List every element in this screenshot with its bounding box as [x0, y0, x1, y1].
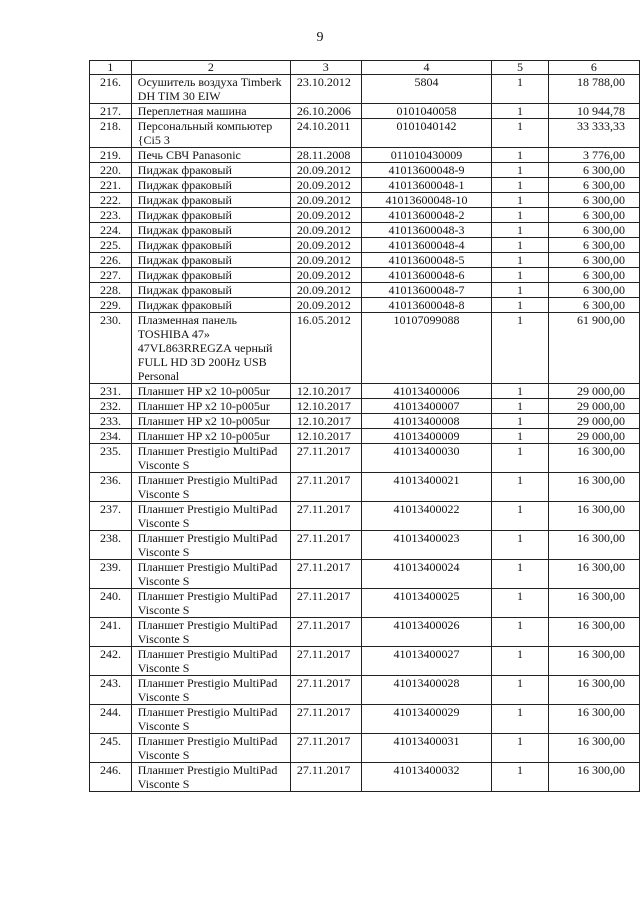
item-date: 27.11.2017: [290, 589, 361, 618]
item-name: Планшет Prestigio MultiPad Visconte S: [131, 589, 290, 618]
inventory-number: 41013400007: [361, 399, 492, 414]
item-amount: 16 300,00: [548, 705, 639, 734]
table-row: [90, 268, 640, 283]
item-quantity: 1: [492, 531, 549, 560]
item-quantity: 1: [492, 119, 549, 148]
row-number: 231.: [90, 384, 132, 399]
item-date: 27.11.2017: [290, 531, 361, 560]
item-date: 27.11.2017: [290, 734, 361, 763]
item-amount: 16 300,00: [548, 734, 639, 763]
row-number: 244.: [90, 705, 132, 734]
table-row: [90, 676, 640, 705]
table-row: [90, 384, 640, 399]
table-row: [90, 208, 640, 223]
item-amount: 6 300,00: [548, 238, 639, 253]
item-name: Планшет HP x2 10-p005ur: [131, 399, 290, 414]
row-number: 220.: [90, 163, 132, 178]
item-quantity: 1: [492, 298, 549, 313]
item-amount: 6 300,00: [548, 223, 639, 238]
inventory-number: 41013600048-9: [361, 163, 492, 178]
item-date: 27.11.2017: [290, 763, 361, 792]
row-number: 219.: [90, 148, 132, 163]
item-name: Пиджак фраковый: [131, 298, 290, 313]
item-amount: 16 300,00: [548, 589, 639, 618]
table-row: [90, 531, 640, 560]
item-quantity: 1: [492, 705, 549, 734]
item-quantity: 1: [492, 399, 549, 414]
item-amount: 6 300,00: [548, 178, 639, 193]
item-quantity: 1: [492, 283, 549, 298]
row-number: 235.: [90, 444, 132, 473]
item-name: Планшет Prestigio MultiPad Visconte S: [131, 473, 290, 502]
row-number: 241.: [90, 618, 132, 647]
table-header-row: [90, 61, 640, 75]
inventory-number: 41013400025: [361, 589, 492, 618]
inventory-number: 41013600048-8: [361, 298, 492, 313]
item-date: 20.09.2012: [290, 238, 361, 253]
item-quantity: 1: [492, 193, 549, 208]
item-date: 16.05.2012: [290, 313, 361, 384]
item-name: Пиджак фраковый: [131, 238, 290, 253]
item-name: Пиджак фраковый: [131, 253, 290, 268]
item-date: 12.10.2017: [290, 429, 361, 444]
column-header: 2: [131, 61, 290, 75]
item-name: Планшет Prestigio MultiPad Visconte S: [131, 502, 290, 531]
inventory-number: 41013400009: [361, 429, 492, 444]
item-date: 27.11.2017: [290, 705, 361, 734]
item-date: 20.09.2012: [290, 283, 361, 298]
item-amount: 16 300,00: [548, 502, 639, 531]
row-number: 217.: [90, 104, 132, 119]
table-row: [90, 705, 640, 734]
column-header: 6: [548, 61, 639, 75]
table-row: [90, 223, 640, 238]
row-number: 218.: [90, 119, 132, 148]
inventory-number: 41013400032: [361, 763, 492, 792]
table-row: [90, 148, 640, 163]
column-header: 4: [361, 61, 492, 75]
item-amount: 61 900,00: [548, 313, 639, 384]
item-name: Переплетная машина: [131, 104, 290, 119]
item-name: Пиджак фраковый: [131, 268, 290, 283]
item-quantity: 1: [492, 560, 549, 589]
row-number: 232.: [90, 399, 132, 414]
table-row: [90, 763, 640, 792]
table-row: [90, 298, 640, 313]
item-amount: 29 000,00: [548, 399, 639, 414]
row-number: 239.: [90, 560, 132, 589]
table-row: [90, 647, 640, 676]
item-date: 20.09.2012: [290, 178, 361, 193]
inventory-number: 41013600048-5: [361, 253, 492, 268]
item-date: 27.11.2017: [290, 502, 361, 531]
item-quantity: 1: [492, 763, 549, 792]
item-name: Осушитель воздуха Timberk DH TIM 30 EIW: [131, 75, 290, 104]
item-amount: 10 944,78: [548, 104, 639, 119]
item-name: Планшет Prestigio MultiPad Visconte S: [131, 531, 290, 560]
item-quantity: 1: [492, 384, 549, 399]
item-quantity: 1: [492, 676, 549, 705]
item-amount: 6 300,00: [548, 298, 639, 313]
inventory-number: 41013400006: [361, 384, 492, 399]
row-number: 221.: [90, 178, 132, 193]
item-date: 26.10.2006: [290, 104, 361, 119]
column-header: 3: [290, 61, 361, 75]
table-row: [90, 75, 640, 104]
item-amount: 16 300,00: [548, 618, 639, 647]
row-number: 238.: [90, 531, 132, 560]
inventory-table: [89, 60, 640, 792]
inventory-number: 0101040058: [361, 104, 492, 119]
item-date: 20.09.2012: [290, 253, 361, 268]
inventory-number: 41013600048-1: [361, 178, 492, 193]
item-quantity: 1: [492, 444, 549, 473]
row-number: 227.: [90, 268, 132, 283]
item-amount: 29 000,00: [548, 429, 639, 444]
table-row: [90, 193, 640, 208]
item-name: Плазменная панель TOSHIBA 47» 47VL863RREGZA черный FULL HD 3D 200Hz USB Personal: [131, 313, 290, 384]
table-row: [90, 502, 640, 531]
inventory-number: 0101040142: [361, 119, 492, 148]
table-row: [90, 444, 640, 473]
item-name: Пиджак фраковый: [131, 178, 290, 193]
item-quantity: 1: [492, 104, 549, 119]
inventory-number: 41013400023: [361, 531, 492, 560]
item-name: Пиджак фраковый: [131, 208, 290, 223]
item-quantity: 1: [492, 75, 549, 104]
item-amount: 16 300,00: [548, 473, 639, 502]
item-name: Пиджак фраковый: [131, 163, 290, 178]
item-amount: 16 300,00: [548, 676, 639, 705]
row-number: 222.: [90, 193, 132, 208]
item-amount: 6 300,00: [548, 283, 639, 298]
item-name: Персональный компьютер {Ci5 3: [131, 119, 290, 148]
row-number: 233.: [90, 414, 132, 429]
row-number: 236.: [90, 473, 132, 502]
item-quantity: 1: [492, 238, 549, 253]
row-number: 242.: [90, 647, 132, 676]
item-date: 27.11.2017: [290, 473, 361, 502]
inventory-number: 41013600048-10: [361, 193, 492, 208]
item-date: 27.11.2017: [290, 647, 361, 676]
item-amount: 16 300,00: [548, 444, 639, 473]
item-name: Планшет Prestigio MultiPad Visconte S: [131, 676, 290, 705]
table-row: [90, 399, 640, 414]
item-date: 28.11.2008: [290, 148, 361, 163]
table-row: [90, 104, 640, 119]
item-date: 20.09.2012: [290, 163, 361, 178]
item-name: Планшет Prestigio MultiPad Visconte S: [131, 647, 290, 676]
table-body: [90, 75, 640, 792]
table-row: [90, 283, 640, 298]
inventory-number: 41013400022: [361, 502, 492, 531]
row-number: 245.: [90, 734, 132, 763]
item-quantity: 1: [492, 208, 549, 223]
table-row: [90, 119, 640, 148]
inventory-number: 41013400024: [361, 560, 492, 589]
item-name: Планшет Prestigio MultiPad Visconte S: [131, 763, 290, 792]
item-quantity: 1: [492, 148, 549, 163]
row-number: 226.: [90, 253, 132, 268]
inventory-number: 41013400030: [361, 444, 492, 473]
table-row: [90, 178, 640, 193]
item-name: Планшет HP x2 10-p005ur: [131, 414, 290, 429]
item-quantity: 1: [492, 618, 549, 647]
row-number: 223.: [90, 208, 132, 223]
row-number: 229.: [90, 298, 132, 313]
item-amount: 6 300,00: [548, 268, 639, 283]
row-number: 237.: [90, 502, 132, 531]
inventory-number: 41013400026: [361, 618, 492, 647]
item-date: 20.09.2012: [290, 193, 361, 208]
inventory-number: 41013600048-4: [361, 238, 492, 253]
item-amount: 16 300,00: [548, 560, 639, 589]
inventory-number: 41013400029: [361, 705, 492, 734]
table-row: [90, 618, 640, 647]
table-row: [90, 253, 640, 268]
inventory-number: 41013400008: [361, 414, 492, 429]
row-number: 224.: [90, 223, 132, 238]
item-amount: 6 300,00: [548, 208, 639, 223]
item-name: Планшет Prestigio MultiPad Visconte S: [131, 705, 290, 734]
item-amount: 6 300,00: [548, 193, 639, 208]
item-date: 20.09.2012: [290, 208, 361, 223]
row-number: 225.: [90, 238, 132, 253]
item-name: Планшет Prestigio MultiPad Visconte S: [131, 444, 290, 473]
item-name: Пиджак фраковый: [131, 193, 290, 208]
item-date: 12.10.2017: [290, 384, 361, 399]
item-date: 23.10.2012: [290, 75, 361, 104]
item-quantity: 1: [492, 647, 549, 676]
item-name: Планшет Prestigio MultiPad Visconte S: [131, 618, 290, 647]
item-amount: 16 300,00: [548, 531, 639, 560]
item-amount: 16 300,00: [548, 763, 639, 792]
item-amount: 6 300,00: [548, 163, 639, 178]
row-number: 216.: [90, 75, 132, 104]
item-quantity: 1: [492, 268, 549, 283]
item-date: 12.10.2017: [290, 414, 361, 429]
item-quantity: 1: [492, 502, 549, 531]
item-quantity: 1: [492, 414, 549, 429]
item-name: Печь СВЧ Panasonic: [131, 148, 290, 163]
item-name: Планшет Prestigio MultiPad Visconte S: [131, 560, 290, 589]
item-name: Пиджак фраковый: [131, 223, 290, 238]
page-number: 9: [316, 30, 324, 45]
row-number: 246.: [90, 763, 132, 792]
item-amount: 29 000,00: [548, 414, 639, 429]
item-date: 20.09.2012: [290, 298, 361, 313]
column-header: 5: [492, 61, 549, 75]
inventory-number: 41013400021: [361, 473, 492, 502]
table-row: [90, 414, 640, 429]
item-date: 20.09.2012: [290, 223, 361, 238]
inventory-number: 41013600048-2: [361, 208, 492, 223]
table-row: [90, 560, 640, 589]
item-date: 20.09.2012: [290, 268, 361, 283]
inventory-number: 011010430009: [361, 148, 492, 163]
item-amount: 3 776,00: [548, 148, 639, 163]
item-quantity: 1: [492, 589, 549, 618]
table-row: [90, 313, 640, 384]
item-amount: 6 300,00: [548, 253, 639, 268]
row-number: 234.: [90, 429, 132, 444]
item-name: Пиджак фраковый: [131, 283, 290, 298]
column-header: 1: [90, 61, 132, 75]
item-name: Планшет HP x2 10-p005ur: [131, 429, 290, 444]
row-number: 228.: [90, 283, 132, 298]
table-row: [90, 734, 640, 763]
row-number: 243.: [90, 676, 132, 705]
item-quantity: 1: [492, 253, 549, 268]
row-number: 240.: [90, 589, 132, 618]
row-number: 230.: [90, 313, 132, 384]
item-date: 27.11.2017: [290, 444, 361, 473]
item-quantity: 1: [492, 734, 549, 763]
item-amount: 29 000,00: [548, 384, 639, 399]
item-quantity: 1: [492, 223, 549, 238]
table-row: [90, 238, 640, 253]
item-date: 27.11.2017: [290, 560, 361, 589]
inventory-number: 41013400027: [361, 647, 492, 676]
item-name: Планшет Prestigio MultiPad Visconte S: [131, 734, 290, 763]
item-quantity: 1: [492, 313, 549, 384]
item-quantity: 1: [492, 429, 549, 444]
inventory-number: 41013400031: [361, 734, 492, 763]
item-date: 12.10.2017: [290, 399, 361, 414]
inventory-number: 41013600048-3: [361, 223, 492, 238]
inventory-number: 41013600048-6: [361, 268, 492, 283]
item-amount: 16 300,00: [548, 647, 639, 676]
table-row: [90, 589, 640, 618]
table-row: [90, 429, 640, 444]
item-amount: 18 788,00: [548, 75, 639, 104]
item-amount: 33 333,33: [548, 119, 639, 148]
table-row: [90, 473, 640, 502]
inventory-number: 5804: [361, 75, 492, 104]
item-date: 27.11.2017: [290, 676, 361, 705]
inventory-number: 10107099088: [361, 313, 492, 384]
inventory-number: 41013600048-7: [361, 283, 492, 298]
item-date: 24.10.2011: [290, 119, 361, 148]
item-quantity: 1: [492, 178, 549, 193]
table-row: [90, 163, 640, 178]
inventory-number: 41013400028: [361, 676, 492, 705]
item-quantity: 1: [492, 473, 549, 502]
item-name: Планшет HP x2 10-p005ur: [131, 384, 290, 399]
item-quantity: 1: [492, 163, 549, 178]
item-date: 27.11.2017: [290, 618, 361, 647]
